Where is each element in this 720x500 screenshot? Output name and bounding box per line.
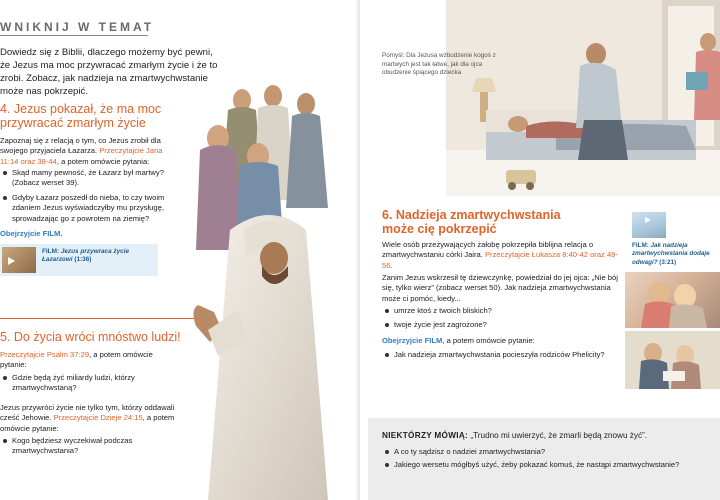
- section-6-body-2: Zanim Jezus wskrzesił tę dziewczynkę, powiedział do jej ojca: „Nie bój się, tylko wierz” (zobacz werset 50). Jak nadzieja zmartwychwstania może ci pomóc, kiedy...: [382, 273, 618, 303]
- watch-film-rest: , a potem omówcie pytanie:: [442, 336, 535, 345]
- section-divider: [0, 318, 194, 319]
- section-5-body-2-text: Jezus przywróci życie nie tylko tym, którzy oddawali cześć Jehowie.: [0, 403, 175, 423]
- section-5-body-1: [0, 350, 170, 371]
- section-6-questions: [382, 306, 612, 335]
- question-item: Jak nadzieja zmartwychwstania pocieszyła rodziców Phelicity?: [382, 350, 612, 360]
- some-people-say-questions: [382, 447, 716, 473]
- question-item: umrze ktoś z twoich bliskich?: [382, 306, 612, 316]
- some-people-say-label: NIEKTÓRZY MÓWIĄ:: [382, 431, 469, 440]
- section-5-question-1: [0, 373, 170, 398]
- video-thumbnail[interactable]: [2, 247, 36, 273]
- question-item: Jakiego wersetu mógłbyś użyć, żeby pokazać komuś, że nastąpi zmartwychwstanie?: [382, 460, 716, 470]
- question-item: Kogo będziesz wyczekiwał podczas zmartwychwstania?: [0, 436, 170, 457]
- section-6-watch: [382, 336, 622, 346]
- photo-family-reading: [625, 331, 720, 389]
- photo-family-art: [625, 331, 720, 389]
- scripture-link-luke[interactable]: Przeczytajcie Łukasza 8:40-42 oraz 49-56: [382, 250, 618, 270]
- photo-embrace-art: [625, 272, 720, 328]
- section-4-questions: [0, 168, 178, 228]
- video-duration: (3:21): [659, 258, 677, 266]
- video-label: FILM:: [632, 242, 649, 249]
- video-title[interactable]: Jezus przywraca życie Łazarzowi: [42, 248, 130, 264]
- section-4-body: [0, 136, 178, 167]
- right-page: [360, 0, 720, 500]
- question-item: twoje życie jest zagrożone?: [382, 320, 612, 330]
- section-6-body-1-text: Wiele osób przeżywających żałobę pokrzepiła biblijna relacja o zmartwychwstaniu córki Jaira.: [382, 240, 594, 260]
- play-icon: [645, 217, 651, 223]
- illustration-caption: Pomyśl: Dla Jezusa wzbudzenie kogoś z martwych jest tak łatwe, jak dla ojca obudzenie śpiącego dziecka: [382, 52, 496, 77]
- illustration-jesus-lazarus: [178, 80, 360, 500]
- some-people-say-heading: [382, 431, 647, 440]
- section-6-body-1-end: .: [390, 260, 393, 270]
- section-4-intro: Zapoznaj się z relacją o tym, co Jezus zrobił dla swojego przyjaciela Łazarza.: [0, 136, 161, 156]
- section-5-body-2: [0, 403, 178, 434]
- section-4-title: 4. Jezus pokazał, że ma moc przywracać zmarłym życie: [0, 102, 162, 130]
- some-people-say-quote: „Trudno mi uwierzyć, że zmarli będą znowu żyć”.: [470, 431, 648, 440]
- section-6-title: 6. Nadzieja zmartwychwstania może cię pokrzepić: [382, 208, 561, 236]
- watch-film-link[interactable]: Obejrzyjcie FILM.: [0, 229, 63, 238]
- section-rule: [0, 35, 148, 36]
- section-5-title: 5. Do życia wróci mnóstwo ludzi!: [0, 330, 181, 344]
- video-label: FILM:: [42, 248, 60, 255]
- section-6-question-3: [382, 350, 612, 364]
- video-title[interactable]: Jak nadzieja zmartwychwstania dodaje odwagi?: [632, 242, 710, 266]
- video-caption: [632, 242, 720, 267]
- question-item: Skąd mamy pewność, że Łazarz był martwy? (Zobacz werset 39).: [0, 168, 178, 189]
- section-4-intro-end: , a potem omówcie pytania:: [56, 156, 150, 166]
- section-label: WNIKNIJ W TEMAT: [0, 20, 155, 34]
- section-5-question-2: [0, 436, 170, 461]
- play-icon: [8, 257, 15, 265]
- photo-embrace: [625, 272, 720, 328]
- video-card-resurrection-hope[interactable]: [622, 212, 720, 272]
- video-card-lazarus[interactable]: [0, 244, 158, 276]
- scripture-link-john[interactable]: Przeczytajcie Jana 11:14 oraz 38-44: [0, 146, 163, 166]
- scripture-link-psalm[interactable]: Przeczytajcie Psalm 37:29: [0, 350, 90, 359]
- question-item: A co ty sądzisz o nadziei zmartwychwstania?: [382, 447, 716, 457]
- some-people-say-box: [368, 418, 720, 500]
- illustration-father-waking-child: [446, 0, 720, 196]
- video-caption: [42, 248, 152, 265]
- video-thumbnail[interactable]: [632, 212, 666, 238]
- intro-text: Dowiedz się z Biblii, dlaczego możemy być pewni, że Jezus ma moc przywracać zmarłym życie i że to zrobi. Zobacz, jak nadzieja na zmartwychwstanie może nas pokrzepić.: [0, 47, 218, 97]
- section-6-body-1: [382, 240, 622, 271]
- section-header: [0, 18, 155, 38]
- scripture-link-acts[interactable]: Przeczytajcie Dzieje 24:15: [53, 413, 143, 423]
- video-duration: (1:36): [74, 256, 92, 264]
- question-item: Gdzie będą żyć miliardy ludzi, którzy zmartwychwstaną?: [0, 373, 170, 394]
- section-5-body-1-text: , a potem omówcie pytanie:: [0, 350, 153, 370]
- question-item: Gdyby Łazarz poszedł do nieba, to czy twoim zdaniem Jezus wyświadczyłby mu przysługę, sprowadzając go z powrotem na ziemię?: [0, 193, 178, 224]
- watch-film-link[interactable]: Obejrzyjcie FILM: [382, 336, 443, 345]
- section-5-body-2-end: , a potem omówcie pytanie:: [0, 413, 175, 433]
